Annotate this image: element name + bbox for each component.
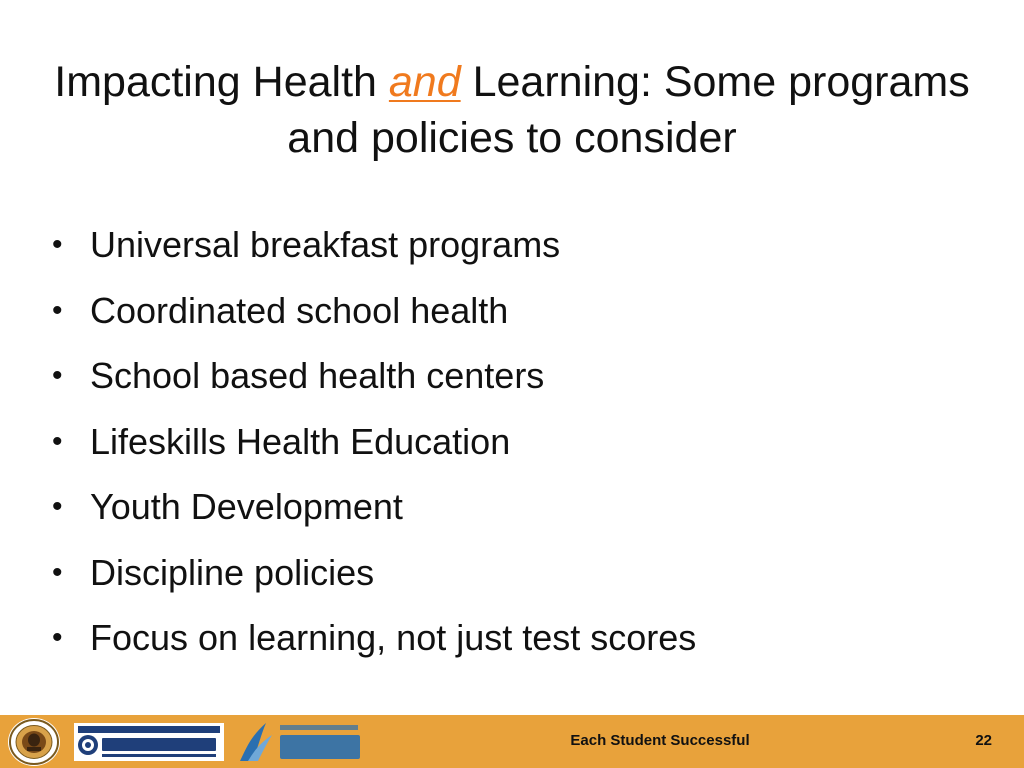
bullet-item [52, 474, 982, 540]
page-number: 22 [975, 732, 992, 749]
bullet-text: Coordinated school health [90, 289, 509, 331]
footer-text: Each Student Successful [570, 732, 750, 749]
state-seal-logo [8, 718, 60, 766]
bullet-item [52, 605, 982, 671]
bullet-text: Discipline policies [90, 551, 375, 593]
bullet-text: Youth Development [90, 486, 403, 527]
bullet-dot-icon: • [52, 293, 63, 327]
bullet-text: Universal breakfast programs [90, 224, 561, 265]
bullet-item [52, 409, 982, 475]
board-of-health-logo-icon [74, 723, 224, 761]
department-of-health-logo [236, 719, 366, 765]
title-part-1: Impacting Health [54, 58, 389, 106]
department-of-health-logo-icon [236, 719, 366, 765]
bullet-dot-icon: • [52, 490, 63, 523]
bullet-text: Focus on learning, not just test scores [90, 617, 697, 658]
bullet-dot-icon: • [52, 621, 63, 654]
bullet-dot-icon: • [52, 359, 63, 392]
bullet-text: School based health centers [90, 355, 545, 396]
board-of-health-logo [74, 723, 224, 761]
bullet-dot-icon: • [52, 424, 63, 458]
bullet-text: Lifeskills Health Education [90, 420, 511, 462]
footer-bar [0, 715, 1024, 768]
title-part-2: Learning: Some programs and policies to consider [287, 58, 970, 162]
bullet-item [52, 540, 982, 606]
bullet-dot-icon: • [52, 228, 63, 261]
bullet-item [52, 343, 982, 409]
title-emphasis: and [388, 58, 461, 106]
slide-title [40, 54, 984, 166]
bullet-item [52, 212, 982, 278]
bullet-item [52, 278, 982, 344]
bullet-list [52, 212, 982, 671]
seal-icon [9, 719, 59, 765]
bullet-dot-icon: • [52, 555, 63, 589]
